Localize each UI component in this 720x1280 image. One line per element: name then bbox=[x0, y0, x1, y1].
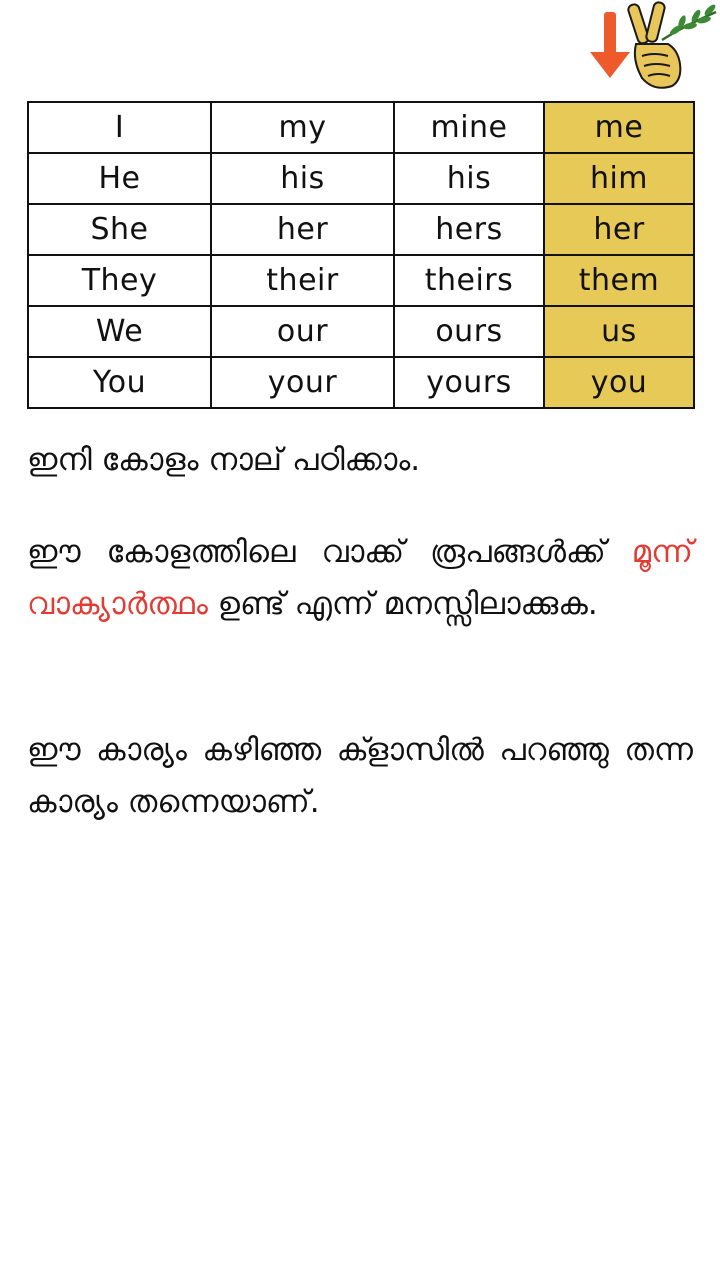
table-cell: You bbox=[28, 357, 211, 408]
table-cell: They bbox=[28, 255, 211, 306]
pronoun-table-body bbox=[28, 102, 694, 408]
table-cell: his bbox=[394, 153, 544, 204]
table-cell: We bbox=[28, 306, 211, 357]
table-cell: our bbox=[211, 306, 394, 357]
table-cell: us bbox=[544, 306, 694, 357]
paragraph-explanation-part2: ഉണ്ട് എന്ന് മനസ്സിലാക്കുക. bbox=[207, 586, 598, 622]
table-cell: mine bbox=[394, 102, 544, 153]
olive-branch-icon bbox=[662, 3, 717, 40]
victory-hand-icon bbox=[627, 1, 680, 87]
table-row bbox=[28, 204, 694, 255]
table-cell: theirs bbox=[394, 255, 544, 306]
table-cell: your bbox=[211, 357, 394, 408]
table-cell: He bbox=[28, 153, 211, 204]
paragraph-reminder: ഈ കാര്യം കഴിഞ്ഞ ക്ളാസിൽ പറഞ്ഞു തന്ന കാര്യം തന്നെയാണ്. bbox=[27, 732, 693, 820]
table-cell: them bbox=[544, 255, 694, 306]
table-cell: me bbox=[544, 102, 694, 153]
highlighted-phrase: മൂന്ന് വാക്യാർത്ഥം bbox=[27, 534, 693, 622]
table-cell: She bbox=[28, 204, 211, 255]
table-row bbox=[28, 255, 694, 306]
table-cell: her bbox=[544, 204, 694, 255]
down-arrow-icon bbox=[590, 12, 630, 78]
paragraph-intro: ഇനി കോളം നാല് പഠിക്കാം. bbox=[27, 442, 421, 478]
pronoun-table bbox=[27, 101, 695, 409]
table-cell: him bbox=[544, 153, 694, 204]
table-cell: hers bbox=[394, 204, 544, 255]
table-cell: ours bbox=[394, 306, 544, 357]
table-cell: my bbox=[211, 102, 394, 153]
table-cell: I bbox=[28, 102, 211, 153]
corner-graphic bbox=[584, 0, 720, 96]
table-row bbox=[28, 102, 694, 153]
table-row bbox=[28, 153, 694, 204]
table-row bbox=[28, 357, 694, 408]
table-cell: yours bbox=[394, 357, 544, 408]
table-cell: you bbox=[544, 357, 694, 408]
table-row bbox=[28, 306, 694, 357]
paragraph-explanation bbox=[27, 526, 693, 630]
table-cell: her bbox=[211, 204, 394, 255]
paragraph-explanation-part1: ഈ കോളത്തിലെ വാക്ക് രൂപങ്ങൾക്ക് bbox=[27, 534, 632, 570]
table-cell: his bbox=[211, 153, 394, 204]
table-cell: their bbox=[211, 255, 394, 306]
